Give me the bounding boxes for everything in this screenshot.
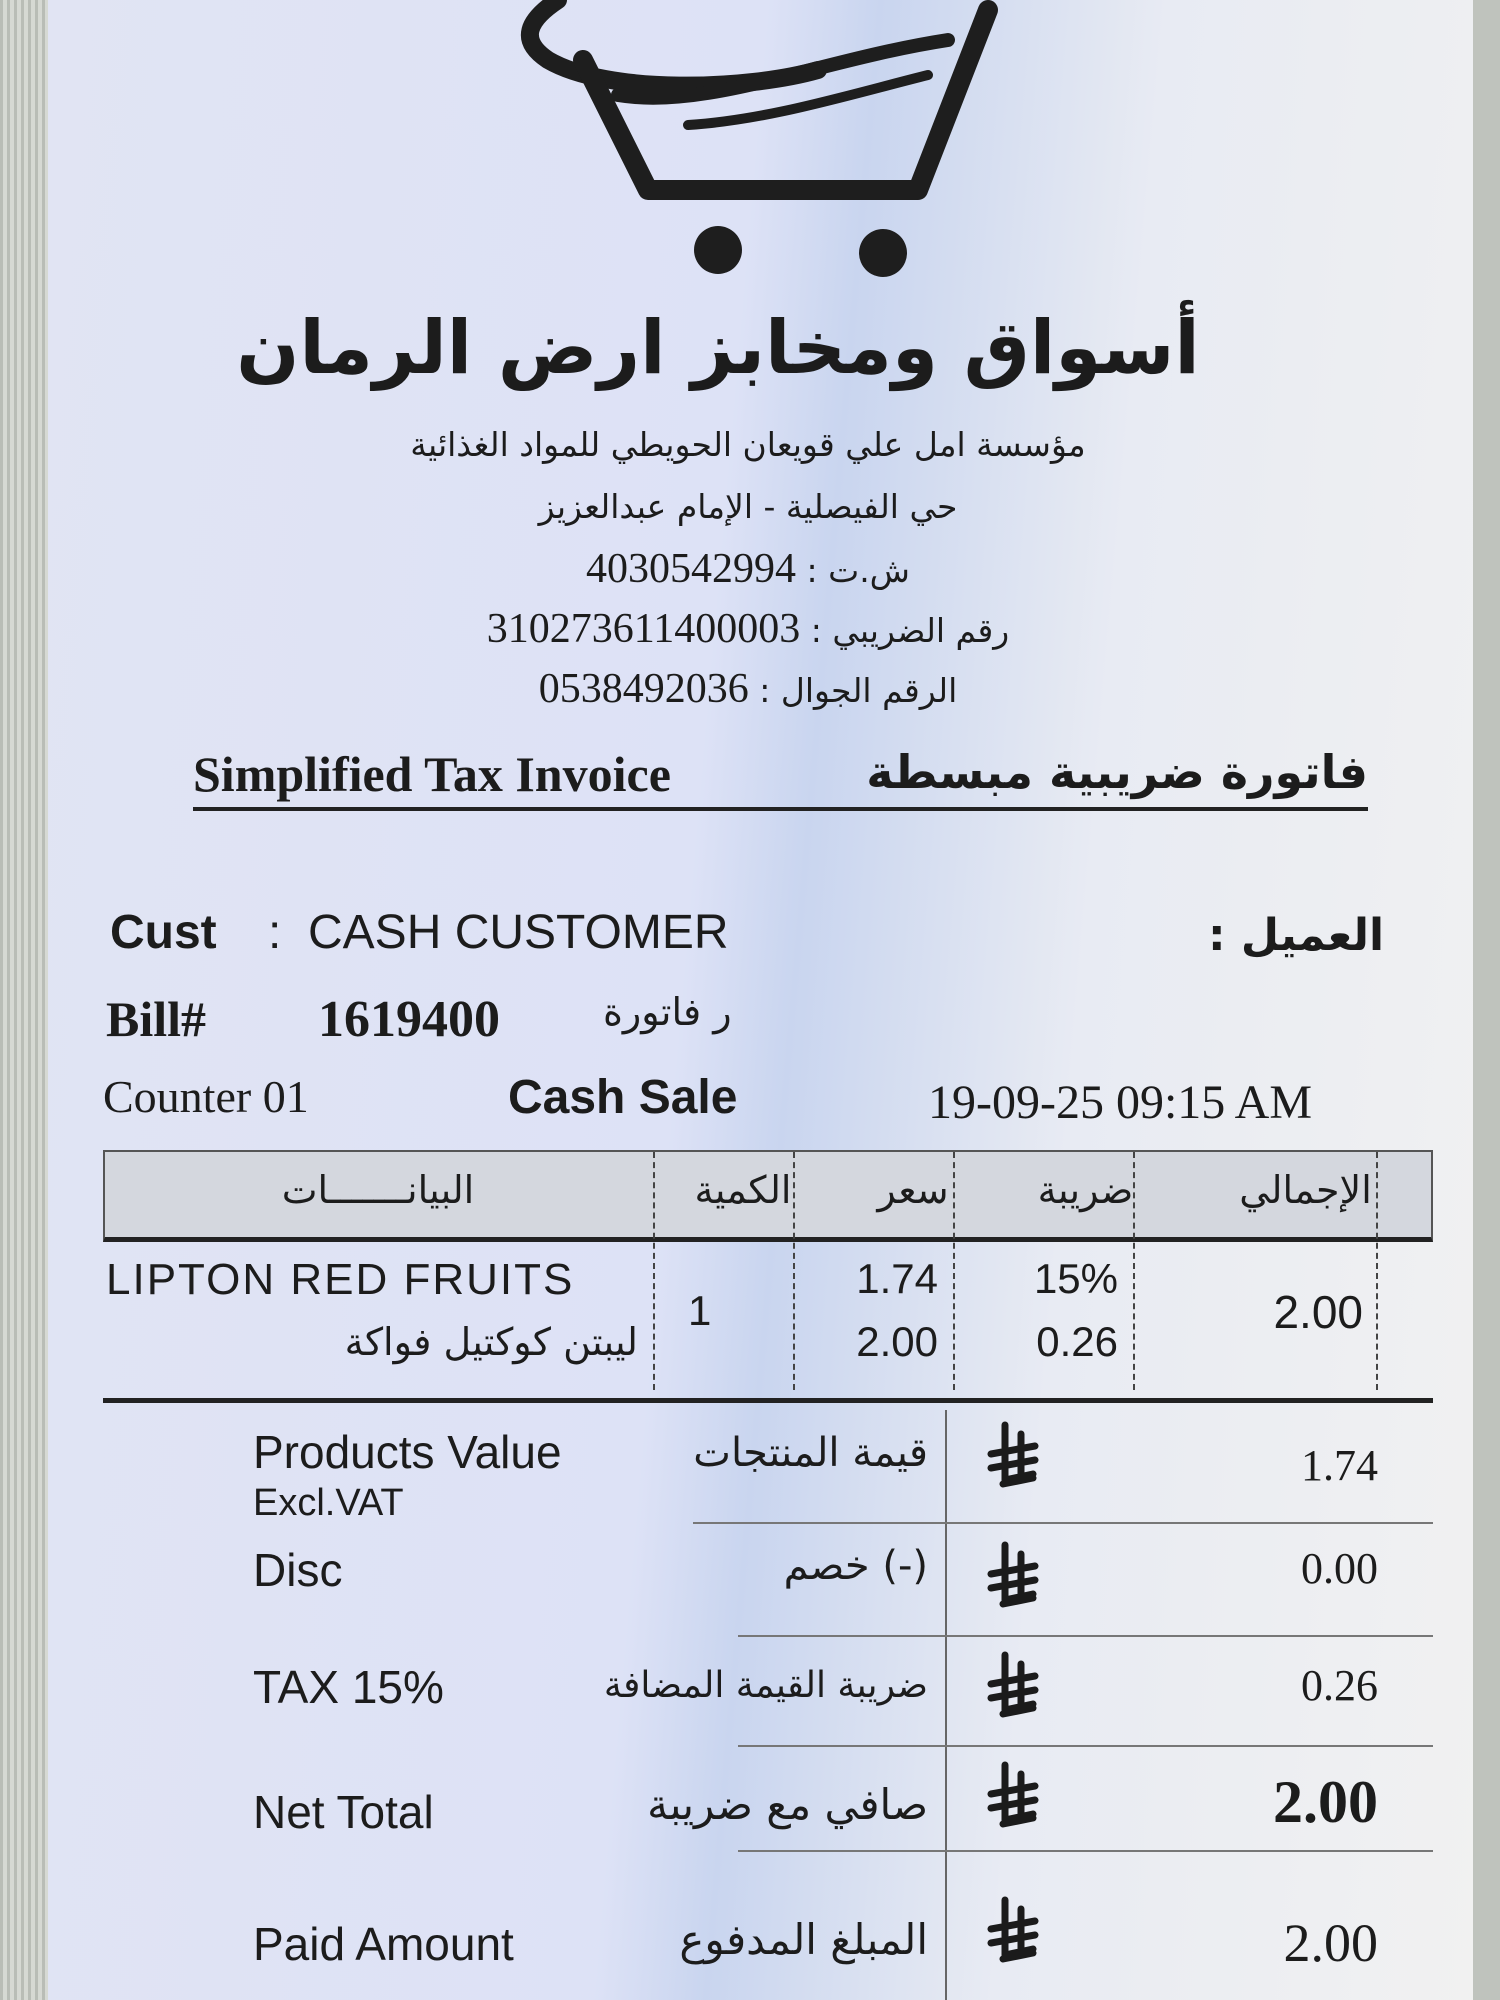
counter: Counter 01: [103, 1071, 309, 1122]
cr-label: ش.ت :: [806, 551, 910, 590]
mobile-number-line: [248, 665, 1248, 713]
net-total-label: Net Total: [253, 1786, 434, 1838]
net-total-label-ar: صافي مع ضريبة: [647, 1780, 928, 1829]
item-total: 2.00: [1273, 1286, 1363, 1338]
item-price-excl: 1.74: [856, 1255, 938, 1302]
mobile-label: الرقم الجوال :: [759, 671, 958, 710]
cr-number-line: [248, 545, 1248, 593]
customer-colon: :: [268, 906, 282, 959]
header-tax: ضريبة: [1037, 1168, 1134, 1212]
company-name: مؤسسة امل علي قويعان الحويطي للمواد الغذائية: [410, 425, 1086, 464]
discount-amount: 0.00: [1301, 1544, 1378, 1593]
products-value-sublabel: Excl.VAT: [253, 1482, 404, 1524]
saudi-riyal-icon: [983, 1420, 1043, 1500]
column-divider: [1133, 1152, 1135, 1390]
header-total: الإجمالي: [1239, 1168, 1372, 1212]
invoice-title: [193, 745, 1368, 811]
table-bottom-rule: [103, 1398, 1433, 1403]
paid-amount-label: Paid Amount: [253, 1918, 514, 1970]
invoice-datetime: 19-09-25 09:15 AM: [928, 1076, 1312, 1129]
item-name-en: LIPTON RED FRUITS: [106, 1255, 575, 1304]
tax-label-ar: ضريبة القيمة المضافة: [603, 1665, 928, 1706]
vat-number-line: [248, 605, 1248, 653]
summary-rule: [738, 1635, 1433, 1637]
saudi-riyal-icon: [983, 1760, 1043, 1840]
sale-type: Cash Sale: [508, 1071, 738, 1124]
summary-divider: [945, 1410, 947, 2000]
cr-number: 4030542994: [586, 546, 797, 592]
net-total-amount: 2.00: [1273, 1769, 1378, 1835]
customer-label-ar: العميل :: [1208, 910, 1385, 961]
receipt-paper: [48, 0, 1473, 2000]
vat-number: 310273611400003: [486, 606, 801, 652]
summary-rule: [693, 1522, 1433, 1524]
saudi-riyal-icon: [983, 1540, 1043, 1620]
column-divider: [953, 1152, 955, 1390]
header-description: البيانـــــــات: [281, 1168, 475, 1212]
item-quantity: 1: [688, 1287, 712, 1334]
paid-amount-label-ar: المبلغ المدفوع: [679, 1915, 928, 1964]
saudi-riyal-icon: [983, 1650, 1043, 1730]
customer-name: CASH CUSTOMER: [308, 906, 729, 959]
item-name-ar: ليبتن كوكتيل فواكة: [344, 1320, 638, 1364]
store-name: أسواق ومخابز ارض الرمان: [236, 305, 1200, 391]
column-divider: [793, 1152, 795, 1390]
header-quantity: الكمية: [694, 1168, 792, 1212]
paid-amount-value: 2.00: [1283, 1913, 1378, 1973]
table-surface-left: [0, 0, 50, 2000]
products-value-label: Products Value: [253, 1426, 562, 1478]
summary-rule: [738, 1745, 1433, 1747]
bill-label-ar: ر فاتورة: [603, 990, 732, 1034]
tax-label: TAX 15%: [253, 1661, 444, 1713]
item-tax-rate: 15%: [1033, 1255, 1118, 1302]
customer-label: Cust: [110, 906, 217, 959]
summary-rule: [738, 1850, 1433, 1852]
column-divider: [653, 1152, 655, 1390]
invoice-title-ar: فاتورة ضريبية مبسطة: [866, 745, 1368, 799]
products-value-label-ar: قيمة المنتجات: [693, 1430, 928, 1476]
item-tax-amount: 0.26: [1036, 1318, 1118, 1365]
table-surface-right: [1470, 0, 1500, 2000]
discount-label-ar: (-) خصم: [783, 1543, 928, 1589]
item-price-incl: 2.00: [856, 1318, 938, 1365]
mobile-number: 0538492036: [538, 666, 749, 712]
column-divider: [1376, 1152, 1378, 1390]
discount-label: Disc: [253, 1544, 343, 1596]
invoice-title-en: Simplified Tax Invoice: [193, 746, 671, 802]
header-price: سعر: [877, 1168, 949, 1212]
bill-label: Bill#: [106, 991, 207, 1047]
saudi-riyal-icon: [983, 1895, 1043, 1975]
bill-number: 1619400: [318, 991, 500, 1048]
shopping-cart-logo: [488, 0, 1028, 290]
tax-amount: 0.26: [1301, 1661, 1378, 1710]
store-address: حي الفيصلية - الإمام عبدالعزيز: [538, 487, 958, 526]
vat-label: رقم الضريبي :: [810, 611, 1010, 650]
products-value-amount: 1.74: [1301, 1441, 1378, 1490]
